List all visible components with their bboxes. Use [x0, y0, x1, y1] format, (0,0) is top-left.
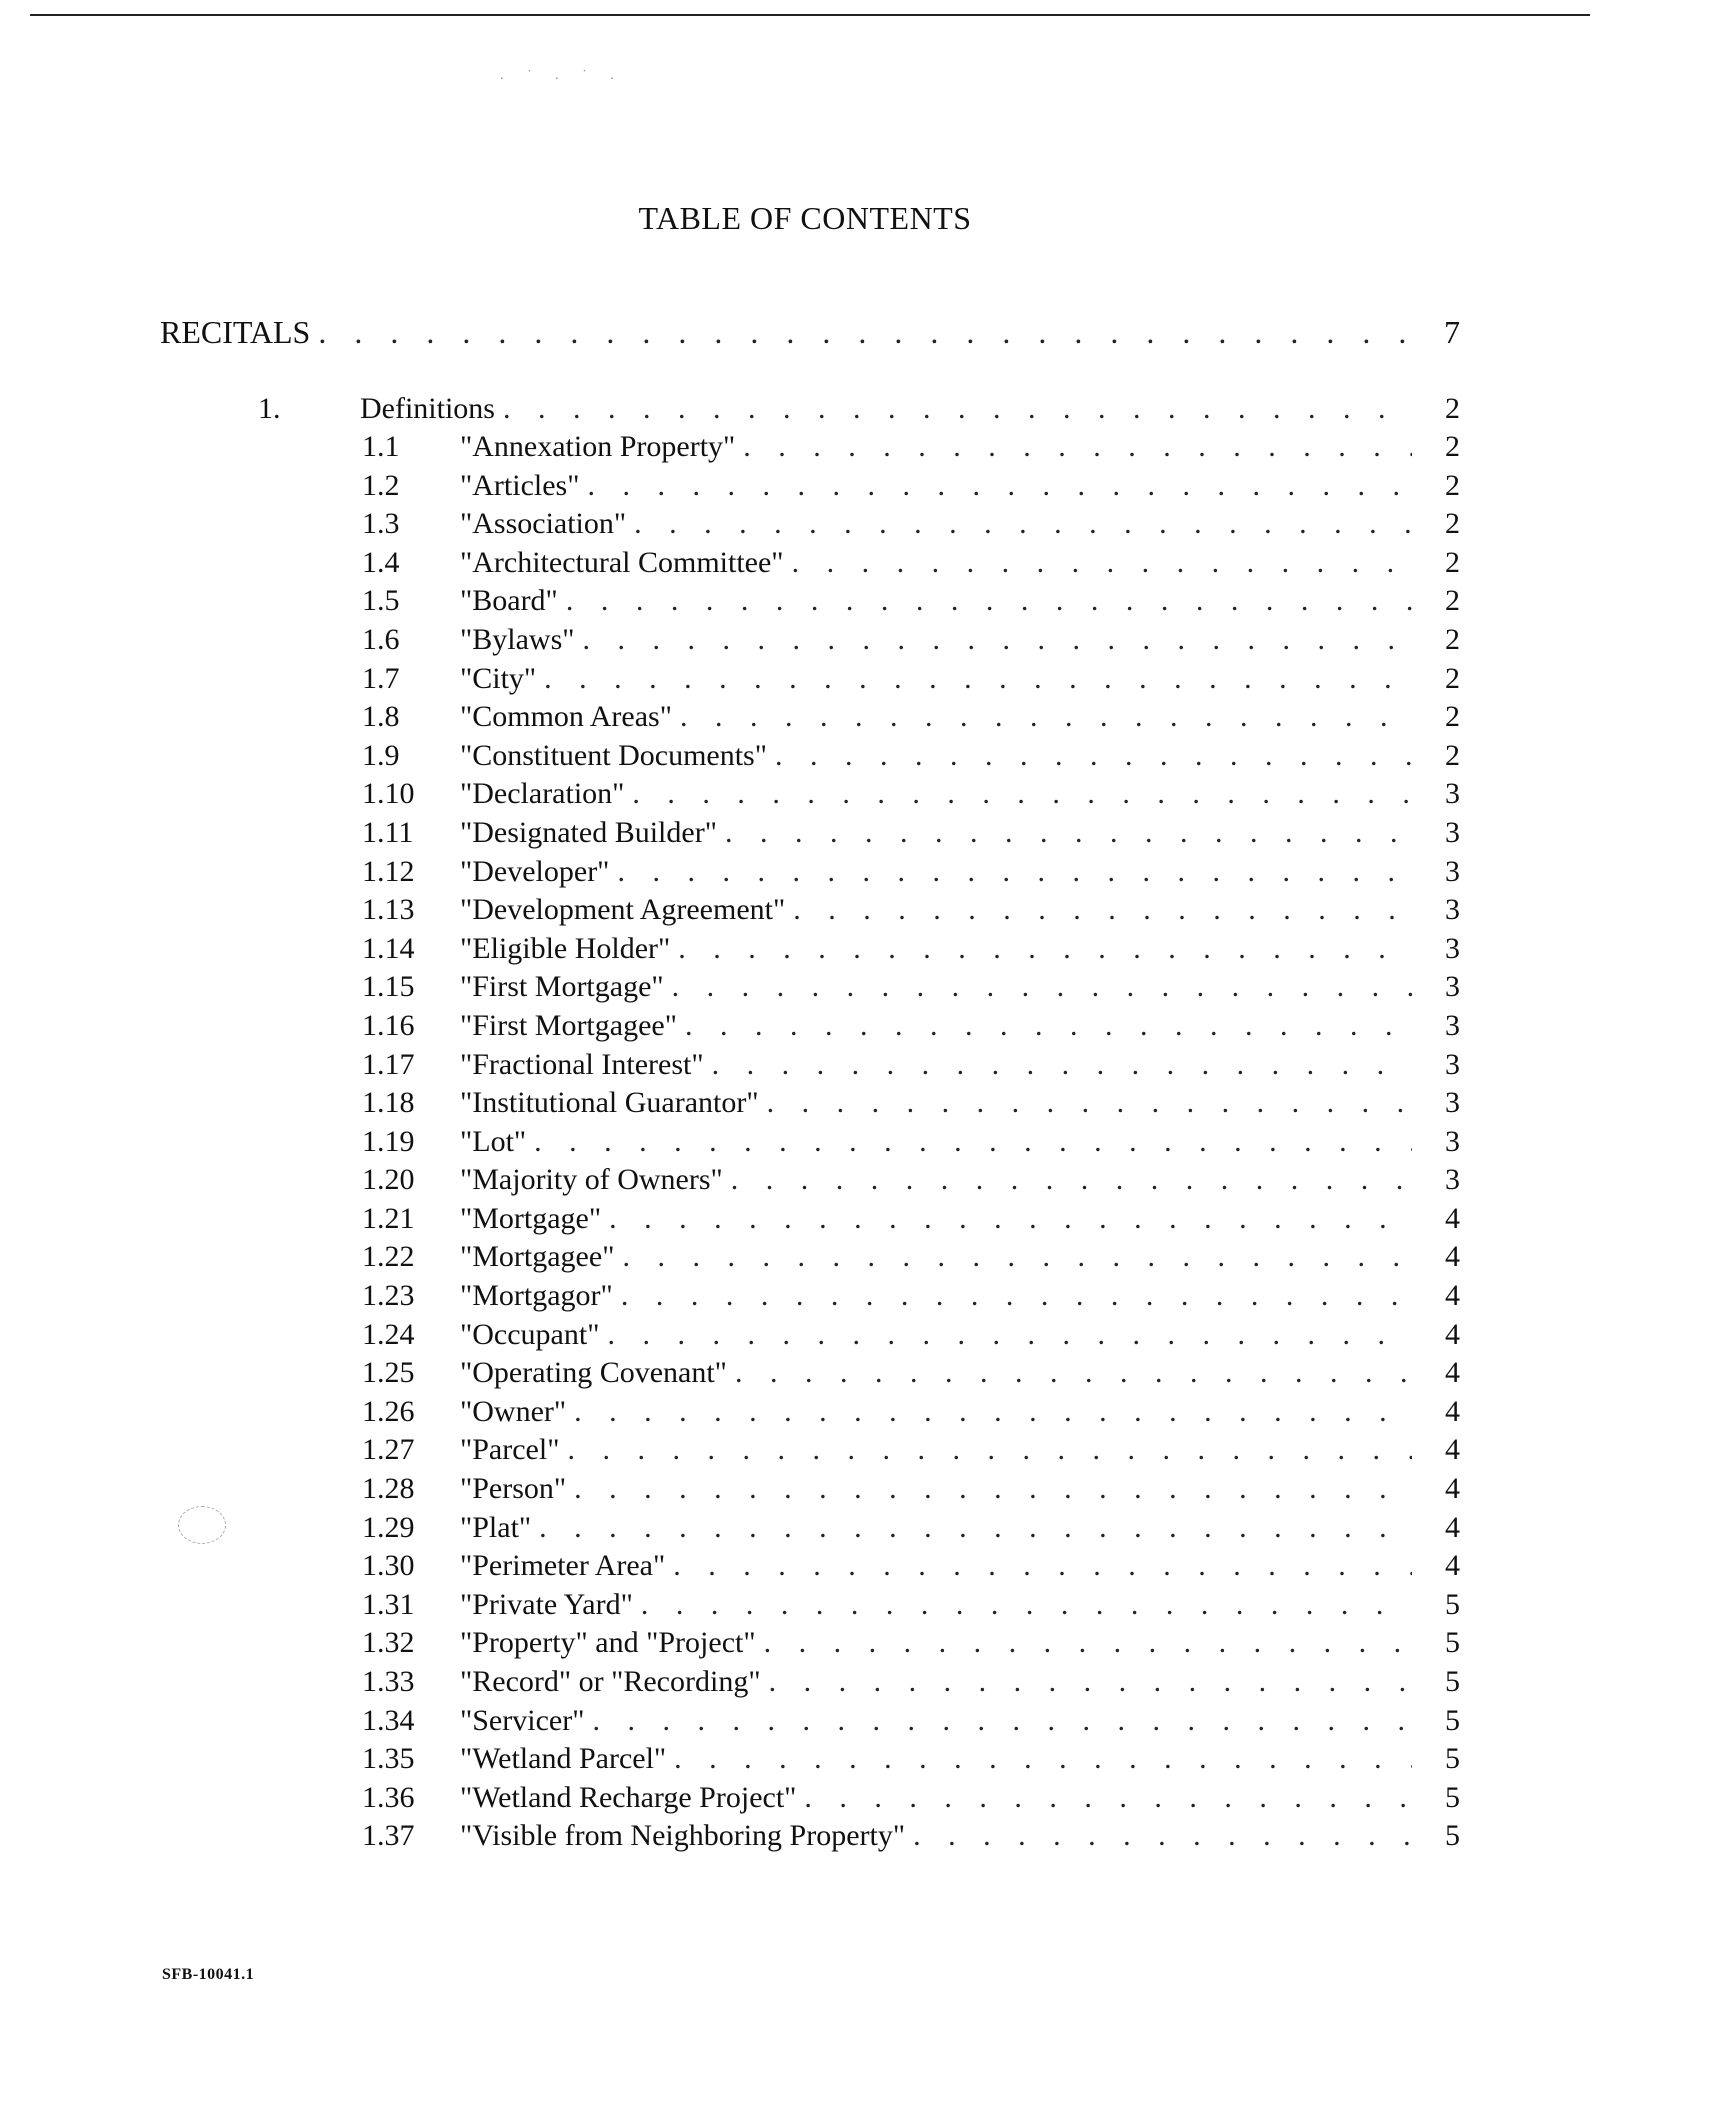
toc-entry [362, 1163, 1460, 1202]
toc-entry-page: 2 [1445, 661, 1460, 695]
toc-entry-label: "Visible from Neighboring Property" [460, 1819, 906, 1853]
toc-entry-page: 3 [1445, 931, 1460, 965]
dot-leader [622, 1240, 1412, 1274]
toc-entry [362, 662, 1460, 701]
dot-leader [539, 1511, 1412, 1545]
toc-entry [362, 1588, 1460, 1627]
dot-leader [621, 1279, 1412, 1313]
toc-entry-number: 1.1 [362, 430, 400, 463]
toc-entry [362, 1472, 1460, 1511]
dot-leader [587, 469, 1412, 503]
toc-entry-label: "Designated Builder" [460, 815, 717, 849]
toc-recitals-page: 7 [1444, 314, 1460, 350]
toc-entry [362, 932, 1460, 971]
toc-entry-label: "City" [460, 661, 537, 695]
toc-entry-number: 1.25 [362, 1356, 415, 1390]
toc-entry-number: 1.37 [362, 1819, 415, 1853]
toc-entry-number: 1.13 [362, 893, 415, 927]
toc-entry [362, 430, 1460, 469]
toc-entry-page: 3 [1445, 1047, 1460, 1081]
toc-entry-page: 4 [1445, 1549, 1460, 1583]
toc-entry-label: "Developer" [460, 854, 610, 888]
toc-entry [362, 1086, 1460, 1125]
toc-entry-number: 1.22 [362, 1240, 415, 1274]
toc-entry-label: "Eligible Holder" [460, 931, 671, 965]
toc-entry-number: 1.2 [362, 468, 400, 502]
document-code: SFB-10041.1 [162, 1966, 255, 1983]
toc-entry-label: "Private Yard" [460, 1587, 633, 1621]
toc-entry [362, 1395, 1460, 1434]
dot-leader [641, 1588, 1412, 1622]
dot-leader [609, 1202, 1412, 1236]
toc-section-row [258, 392, 1460, 432]
toc-entry-label: "Association" [460, 507, 627, 541]
toc-entry-label: "Mortgagor" [460, 1279, 613, 1313]
toc-entry [362, 1549, 1460, 1588]
toc-entry-page: 3 [1445, 777, 1460, 811]
toc-entry-number: 1.29 [362, 1510, 415, 1544]
toc-entry [362, 1240, 1460, 1279]
toc-entry-label: "Board" [460, 584, 558, 618]
toc-entry-page: 3 [1445, 815, 1460, 849]
toc-entry-label: "Occupant" [460, 1317, 600, 1351]
dot-leader [544, 662, 1412, 696]
toc-entry [362, 1704, 1460, 1743]
toc-entry-label: "Operating Covenant" [460, 1356, 727, 1390]
toc-entry-number: 1.32 [362, 1626, 415, 1660]
toc-entry-label: "Articles" [460, 468, 580, 502]
toc-entry-page: 4 [1445, 1433, 1460, 1467]
toc-entry-number: 1.10 [362, 777, 415, 811]
toc-entry-number: 1.14 [362, 931, 415, 965]
dot-leader [775, 739, 1412, 773]
toc-entry-label: "Owner" [460, 1394, 567, 1428]
toc-entry [362, 1433, 1460, 1472]
dot-leader [792, 546, 1412, 580]
dot-leader [725, 816, 1412, 850]
toc-entry [362, 469, 1460, 508]
toc-entry-label: "First Mortgagee" [460, 1008, 677, 1042]
toc-entry-label: "Parcel" [460, 1433, 560, 1467]
toc-entry [362, 1819, 1460, 1858]
dot-leader [731, 1163, 1412, 1197]
toc-entry-number: 1.23 [362, 1279, 415, 1313]
toc-entry-number: 1.11 [362, 815, 414, 849]
toc-entry-label: "Development Agreement" [460, 893, 786, 927]
toc-entry [362, 970, 1460, 1009]
toc-entry-number: 1.34 [362, 1703, 415, 1737]
toc-entry [362, 1009, 1460, 1048]
toc-entry-list [362, 430, 1460, 1858]
toc-entry-number: 1.9 [362, 738, 400, 772]
toc-entry [362, 855, 1460, 894]
toc-entry-number: 1.35 [362, 1742, 415, 1776]
toc-entry [362, 1279, 1460, 1318]
toc-section-page: 2 [1445, 392, 1460, 425]
toc-entry-number: 1.26 [362, 1394, 415, 1428]
toc-entry-page: 3 [1445, 1008, 1460, 1042]
toc-entry [362, 1781, 1460, 1820]
toc-entry [362, 623, 1460, 662]
toc-entry-page: 2 [1445, 507, 1460, 541]
dot-leader [607, 1318, 1412, 1352]
toc-entry-page: 3 [1445, 893, 1460, 927]
toc-entry-label: "Record" or "Recording" [460, 1665, 761, 1698]
toc-entry-label: "Annexation Property" [460, 430, 736, 463]
dot-leader [574, 1472, 1412, 1506]
dot-leader [767, 1086, 1412, 1120]
dot-leader [680, 700, 1412, 734]
toc-entry-label: "Common Areas" [460, 700, 672, 734]
toc-entry-page: 5 [1445, 1819, 1460, 1853]
dot-leader [793, 893, 1412, 927]
toc-entry-number: 1.4 [362, 545, 400, 579]
toc-entry-label: "Plat" [460, 1510, 532, 1544]
dot-leader [674, 1742, 1412, 1776]
dot-leader [673, 1549, 1412, 1583]
toc-entry-number: 1.24 [362, 1317, 415, 1351]
toc-entry-number: 1.20 [362, 1163, 415, 1197]
toc-entry-number: 1.12 [362, 854, 415, 888]
toc-entry-label: "Wetland Recharge Project" [460, 1780, 797, 1814]
toc-entry-number: 1.7 [362, 661, 400, 695]
page-title: TABLE OF CONTENTS [638, 200, 972, 236]
toc-entry [362, 584, 1460, 623]
dot-leader [769, 1665, 1412, 1699]
toc-entry-label: "Servicer" [460, 1703, 585, 1737]
toc-section-number: 1. [258, 392, 281, 425]
toc-entry-page: 4 [1445, 1510, 1460, 1544]
toc-entry-page: 3 [1445, 1163, 1460, 1197]
toc-entry-label: "Bylaws" [460, 622, 575, 656]
toc-entry-page: 3 [1445, 970, 1460, 1004]
toc-entry-page: 4 [1445, 1356, 1460, 1390]
toc-entry-page: 3 [1445, 1124, 1460, 1158]
toc-entry [362, 1511, 1460, 1550]
toc-entry-number: 1.36 [362, 1780, 415, 1814]
toc-entry-page: 4 [1445, 1317, 1460, 1351]
toc-entry-page: 4 [1445, 1472, 1460, 1506]
dot-leader [913, 1819, 1412, 1853]
dot-leader [634, 507, 1412, 541]
toc-entry-label: "Property" and "Project" [460, 1626, 756, 1660]
toc-entry-page: 5 [1445, 1626, 1460, 1660]
toc-entry [362, 893, 1460, 932]
toc-entry-number: 1.16 [362, 1008, 415, 1042]
toc-entry-page: 2 [1445, 738, 1460, 772]
toc-entry-page: 4 [1445, 1201, 1460, 1235]
dot-leader [712, 1048, 1412, 1082]
toc-entry-page: 2 [1445, 545, 1460, 579]
toc-entry-label: "Mortgagee" [460, 1240, 615, 1274]
toc-entry-page: 2 [1445, 430, 1460, 463]
toc-recitals-label: RECITALS [160, 314, 311, 350]
toc-entry-page: 4 [1445, 1394, 1460, 1428]
dot-leader [318, 314, 1412, 351]
toc-entry [362, 1626, 1460, 1665]
toc-entry-page: 3 [1445, 1086, 1460, 1120]
toc-entry [362, 739, 1460, 778]
toc-entry-number: 1.6 [362, 622, 400, 656]
toc-entry-label: "Architectural Committee" [460, 545, 784, 579]
toc-entry-label: "Majority of Owners" [460, 1163, 723, 1197]
toc-entry-page: 5 [1445, 1742, 1460, 1776]
toc-entry [362, 1125, 1460, 1164]
toc-entry [362, 546, 1460, 585]
dot-leader [583, 623, 1413, 657]
toc-entry-page: 3 [1445, 854, 1460, 888]
dot-leader [685, 1009, 1412, 1043]
toc-entry [362, 1318, 1460, 1357]
toc-entry [362, 507, 1460, 546]
dot-leader [735, 1356, 1412, 1390]
dot-leader [566, 584, 1412, 618]
toc-entry [362, 1665, 1460, 1704]
toc-entry-page: 2 [1445, 468, 1460, 502]
toc-entry-label: "Institutional Guarantor" [460, 1086, 759, 1120]
toc-entry [362, 700, 1460, 739]
dot-leader [672, 970, 1412, 1004]
toc-entry-page: 5 [1445, 1587, 1460, 1621]
dot-leader [503, 392, 1412, 426]
toc-entry-number: 1.21 [362, 1201, 415, 1235]
toc-entry-page: 2 [1445, 700, 1460, 734]
stamp-mark [178, 1506, 226, 1544]
dot-leader [764, 1626, 1412, 1660]
scan-artifact: . ˙ . ˙ . [500, 68, 624, 83]
toc-entry-number: 1.19 [362, 1124, 415, 1158]
dot-leader [632, 777, 1412, 811]
dot-leader [534, 1125, 1412, 1159]
toc-entry-label: "Constituent Documents" [460, 738, 767, 772]
toc-entry-label: "Fractional Interest" [460, 1047, 704, 1081]
toc-entry-label: "First Mortgage" [460, 970, 664, 1004]
dot-leader [804, 1781, 1412, 1815]
toc-entry [362, 1742, 1460, 1781]
toc-entry [362, 1202, 1460, 1241]
toc-entry-page: 5 [1445, 1665, 1460, 1698]
toc-entry-number: 1.27 [362, 1433, 415, 1467]
toc-entry-page: 4 [1445, 1279, 1460, 1313]
toc-entry-number: 1.17 [362, 1047, 415, 1081]
toc-entry-label: "Mortgage" [460, 1201, 602, 1235]
toc-entry-number: 1.5 [362, 584, 400, 618]
dot-leader [567, 1433, 1412, 1467]
toc-entry [362, 816, 1460, 855]
toc-entry-number: 1.8 [362, 700, 400, 734]
toc-entry [362, 777, 1460, 816]
toc-entry-page: 2 [1445, 584, 1460, 618]
toc-entry-page: 4 [1445, 1240, 1460, 1274]
toc-entry-page: 5 [1445, 1780, 1460, 1814]
toc-entry-number: 1.31 [362, 1587, 415, 1621]
top-rule [30, 14, 1590, 16]
toc-entry-page: 2 [1445, 622, 1460, 656]
toc-entry [362, 1356, 1460, 1395]
toc-recitals-row [160, 314, 1460, 358]
toc-entry-number: 1.30 [362, 1549, 415, 1583]
toc-entry-label: "Person" [460, 1472, 567, 1506]
toc-entry-label: "Perimeter Area" [460, 1549, 666, 1583]
dot-leader [617, 855, 1412, 889]
toc-entry-number: 1.33 [362, 1665, 415, 1698]
toc-entry-label: "Lot" [460, 1124, 527, 1158]
toc-entry-number: 1.3 [362, 507, 400, 541]
toc-entry [362, 1048, 1460, 1087]
dot-leader [574, 1395, 1412, 1429]
toc-entry-number: 1.15 [362, 970, 415, 1004]
toc-section-label: Definitions [360, 392, 495, 425]
dot-leader [592, 1704, 1412, 1738]
toc-entry-label: "Declaration" [460, 777, 625, 811]
toc-entry-number: 1.28 [362, 1472, 415, 1506]
toc-entry-page: 5 [1445, 1703, 1460, 1737]
dot-leader [743, 430, 1412, 464]
dot-leader [678, 932, 1412, 966]
toc-entry-number: 1.18 [362, 1086, 415, 1120]
toc-entry-label: "Wetland Parcel" [460, 1742, 667, 1776]
